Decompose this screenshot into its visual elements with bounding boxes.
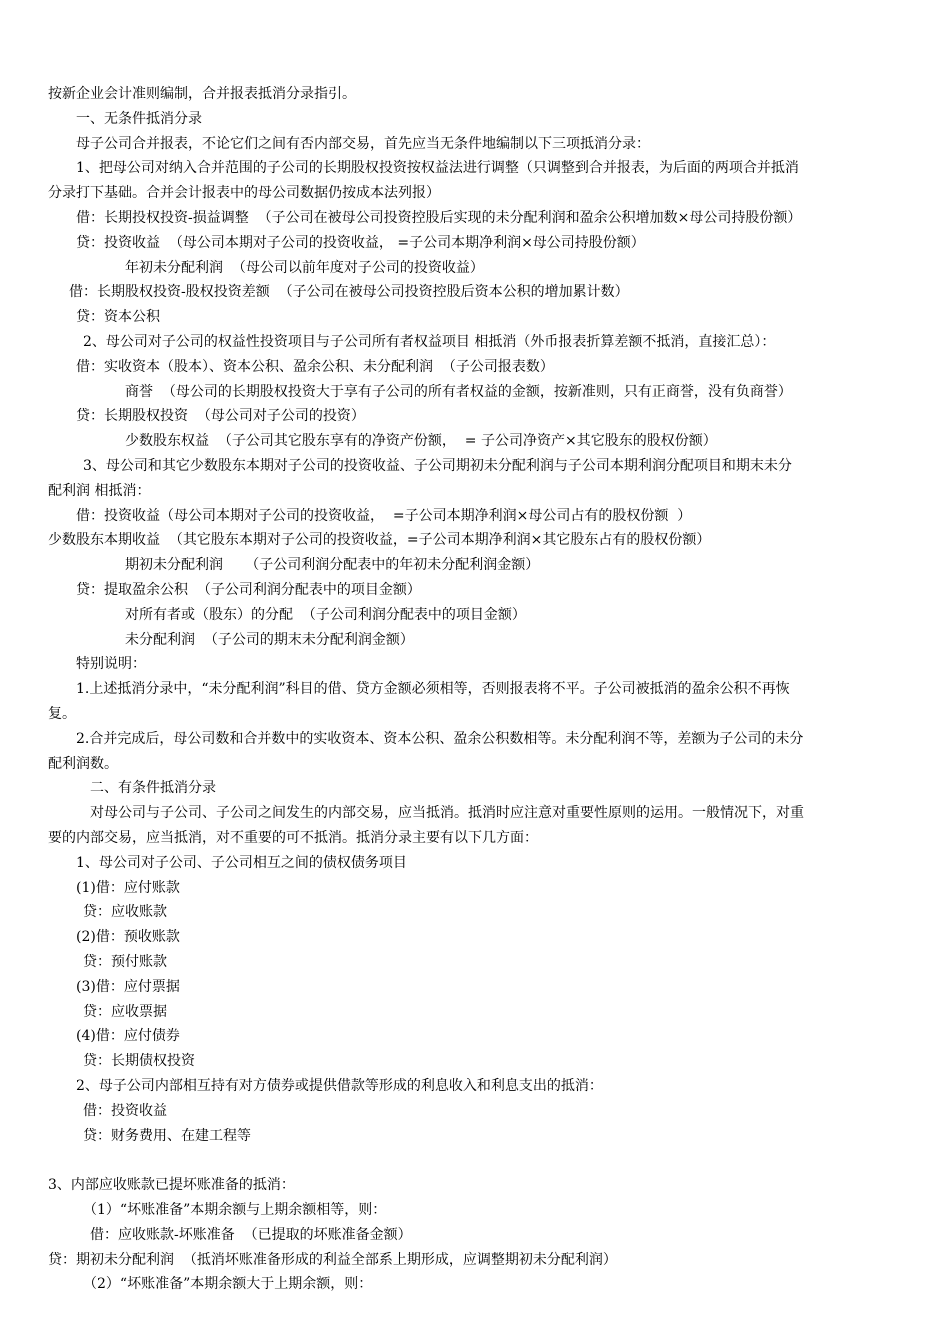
text-line: 配利润 相抵消： — [48, 482, 151, 499]
text-line: (1)借：应付账款 — [76, 879, 180, 896]
text-line: 1、把母公司对纳入合并范围的子公司的长期股权投资按权益法进行调整（只调整到合并报表，为后面的两项合并抵消 — [76, 160, 799, 177]
text-line: 贷：财务费用、在建工程等 — [83, 1127, 251, 1144]
text-line: 未分配利润 （子公司的期末未分配利润金额） — [125, 631, 414, 648]
text-line: (4)借：应付债券 — [76, 1028, 180, 1045]
text-line: 期初未分配利润 （子公司利润分配表中的年初未分配利润金额） — [125, 557, 540, 574]
text-line: 贷：投资收益 （母公司本期对子公司的投资收益， =子公司本期净利润×母公司持股份额） — [76, 234, 645, 251]
text-line: 借：实收资本（股本）、资本公积、盈余公积、未分配利润 （子公司报表数） — [76, 358, 554, 375]
text-line: 1.上述抵消分录中，“未分配利润”科目的借、贷方金额必须相等，否则报表将不平。子公司被抵消的盈余公积不再恢 — [76, 681, 790, 698]
text-line: (3)借：应付票据 — [76, 978, 180, 995]
text-line: 贷：期初未分配利润 （抵消坏账准备形成的利益全部系上期形成，应调整期初未分配利润） — [48, 1251, 617, 1268]
text-line: 按新企业会计准则编制，合并报表抵消分录指引。 — [48, 86, 356, 102]
text-line: 2、母子公司内部相互持有对方债券或提供借款等形成的利息收入和利息支出的抵消： — [76, 1078, 603, 1094]
text-line: (2)借：预收账款 — [76, 929, 180, 946]
text-line: 特别说明： — [76, 656, 146, 673]
text-line: 年初未分配利润 （母公司以前年度对子公司的投资收益） — [125, 259, 484, 276]
text-line: 2、母公司对子公司的权益性投资项目与子公司所有者权益项目 相抵消（外币报表折算差额不抵消，直接汇总）： — [83, 334, 776, 350]
text-line: （2）“坏账准备”本期余额大于上期余额，则： — [83, 1276, 373, 1293]
text-line: 借：长期股权投资-股权投资差额 （子公司在被母公司投资控股后资本公积的增加累计数） — [69, 284, 629, 301]
text-line: 贷：应收账款 — [83, 904, 167, 921]
text-line: 3、内部应收账款已提坏账准备的抵消： — [48, 1177, 295, 1194]
text-line: 贷：资本公积 — [76, 309, 160, 326]
text-line: 3、母公司和其它少数股东本期对子公司的投资收益、子公司期初未分配利润与子公司本期利润分配项目和期末未分 — [83, 458, 792, 474]
text-line: 复。 — [48, 706, 76, 722]
text-line: 2.合并完成后，母公司数和合并数中的实收资本、资本公积、盈余公积数相等。未分配利润不等，差额为子公司的未分 — [76, 730, 804, 747]
text-line: 贷：长期股权投资 （母公司对子公司的投资） — [76, 408, 365, 425]
text-line: 借：投资收益 — [83, 1102, 167, 1119]
text-line: 贷：提取盈余公积 （子公司利润分配表中的项目金额） — [76, 582, 421, 598]
text-line: 母子公司合并报表，不论它们之间有否内部交易，首先应当无条件地编制以下三项抵消分录： — [76, 135, 650, 152]
text-line: 借：应收账款-坏账准备 （已提取的坏账准备金额） — [90, 1226, 412, 1243]
text-line: 一、无条件抵消分录 — [76, 110, 202, 127]
text-line: 借：长期投权投资-损益调整 （子公司在被母公司投资控股后实现的未分配利润和盈余公积增加数×母公司持股份额） — [76, 210, 802, 226]
text-line: （1）“坏账准备”本期余额与上期余额相等，则： — [83, 1202, 387, 1218]
text-line: 借：投资收益（母公司本期对子公司的投资收益， =子公司本期净利润×母公司占有的股权份额 ） — [76, 507, 692, 524]
text-line: 少数股东权益 （子公司其它股东享有的净资产份额， = 子公司净资产×其它股东的股权份额） — [125, 433, 717, 450]
text-line: 商誉 （母公司的长期股权投资大于享有子公司的所有者权益的金额，按新准则，只有正商誉，没有负商誉） — [125, 383, 792, 400]
text-line: 配利润数。 — [48, 755, 118, 772]
text-line: 对母公司与子公司、子公司之间发生的内部交易，应当抵消。抵消时应注意对重要性原则的运用。一般情况下，对重 — [90, 805, 804, 822]
text-line: 贷：预付账款 — [83, 954, 167, 970]
text-line: 分录打下基础。合并会计报表中的母公司数据仍按成本法列报） — [48, 185, 440, 202]
text-line: 1、母公司对子公司、子公司相互之间的债权债务项目 — [76, 854, 407, 871]
text-line: 对所有者或（股东）的分配 （子公司利润分配表中的项目金额） — [125, 606, 526, 623]
text-line: 贷：应收票据 — [83, 1003, 167, 1020]
text-line: 二、有条件抵消分录 — [90, 780, 216, 797]
text-line: 要的内部交易，应当抵消，对不重要的可不抵消。抵消分录主要有以下几方面： — [48, 830, 538, 846]
text-line: 少数股东本期收益 （其它股东本期对子公司的投资收益，=子公司本期净利润×其它股东占有的股权份额） — [48, 532, 711, 549]
text-line: 贷：长期债权投资 — [83, 1053, 195, 1070]
